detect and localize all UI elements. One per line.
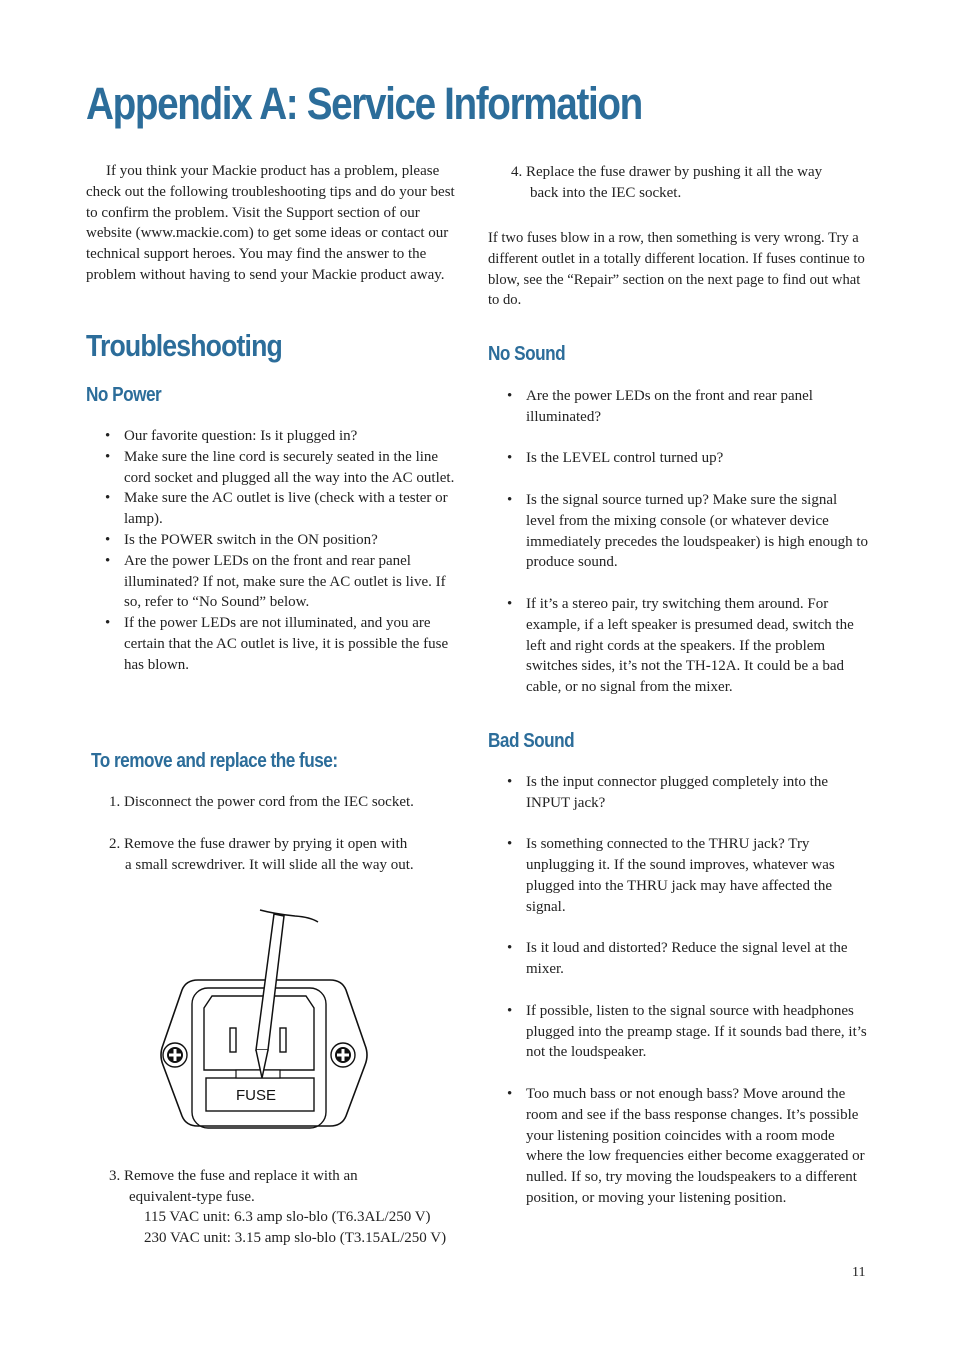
- fuse-step-1: 1. Disconnect the power cord from the IEC socket.: [109, 794, 414, 810]
- list-item: • Are the power LEDs on the front and rear panel illuminated?: [488, 386, 870, 428]
- fuse-step-2-line-2: a small screwdriver. It will slide all the way out.: [125, 857, 414, 873]
- list-item: • If it’s a stereo pair, try switching them around. For example, if a left speaker is presumed dead, switch the left and right cords at the speakers. If the problem switches sides, it’s not the TH-12A. It could be a bad cable, or no signal from the mixer.: [488, 594, 870, 698]
- list-item: • Is the POWER switch in the ON position?: [86, 530, 466, 551]
- no-sound-heading: No Sound: [488, 343, 566, 365]
- page-title: Appendix A: Service Information: [86, 78, 642, 129]
- list-item: • Are the power LEDs on the front and rear panel illuminated? If not, make sure the AC outlet is live. If so, refer to “No Sound” below.: [86, 551, 466, 613]
- page-number: 11: [852, 1265, 866, 1280]
- fuse-spec-230: 230 VAC unit: 3.15 amp slo-blo (T3.15AL/250 V): [144, 1230, 447, 1246]
- bad-sound-heading: Bad Sound: [488, 730, 575, 752]
- fuse-step-2-line-1: 2. Remove the fuse drawer by prying it open with: [109, 836, 408, 852]
- fuse-heading: To remove and replace the fuse:: [91, 750, 338, 772]
- fuse-step-4-line-1: 4. Replace the fuse drawer by pushing it all the way: [511, 164, 823, 180]
- no-sound-list: [488, 386, 870, 719]
- no-power-list: [86, 426, 466, 676]
- list-item: • Make sure the AC outlet is live (check with a tester or lamp).: [86, 488, 466, 530]
- list-item: • Is something connected to the THRU jack? Try unplugging it. If the sound improves, whatever was plugged into the THRU jack may have affected the signal.: [488, 834, 870, 917]
- iec-socket-illustration: [150, 900, 380, 1140]
- list-item: • Is the input connector plugged completely into the INPUT jack?: [488, 772, 870, 814]
- list-item: • Is it loud and distorted? Reduce the signal level at the mixer.: [488, 938, 870, 980]
- screwdriver-icon: [256, 910, 318, 1078]
- list-item: • Our favorite question: Is it plugged in?: [86, 426, 466, 447]
- socket-pin-right: [280, 1028, 286, 1052]
- list-item: • Too much bass or not enough bass? Move around the room and see if the bass response changes. It’s possible your listening position coincides with a room mode where the low frequencies either become exaggerated or nulled. If so, try moving the loudspeakers to a different position, or moving your listening position.: [488, 1084, 870, 1209]
- fuse-step-3-line-1: 3. Remove the fuse and replace it with an: [109, 1168, 358, 1184]
- list-item: • Is the signal source turned up? Make sure the signal level from the mixing console (or whatever device immediately precedes the loudspeaker) is high enough to produce sound.: [488, 490, 870, 573]
- list-item: • Make sure the line cord is securely seated in the line cord socket and plugged all the way into the AC outlet.: [86, 447, 466, 489]
- screw-right-icon: [331, 1043, 355, 1067]
- socket-pin-left: [230, 1028, 236, 1052]
- no-power-heading: No Power: [86, 384, 162, 406]
- bad-sound-list: [488, 772, 870, 1230]
- fuse-step-4-line-2: back into the IEC socket.: [530, 185, 682, 201]
- fuse-drawer-tab: [236, 1070, 280, 1078]
- screw-left-icon: [163, 1043, 187, 1067]
- fuse-label: FUSE: [236, 1087, 277, 1104]
- list-item: • If the power LEDs are not illuminated, and you are certain that the AC outlet is live, it is possible the fuse has blown.: [86, 613, 466, 675]
- troubleshooting-heading: Troubleshooting: [86, 328, 282, 363]
- fuse-step-3-line-2: equivalent-type fuse.: [129, 1189, 255, 1205]
- list-item: • If possible, listen to the signal source with headphones plugged into the preamp stage. If it sounds bad there, it’s not the loudspeaker.: [488, 1001, 870, 1063]
- intro-paragraph: If you think your Mackie product has a problem, please check out the following troubleshooting tips and do your best to confirm the problem. Visit the Support section of our website (www.mackie.com) to get some ideas or contact our technical support heroes. You may find the answer to the problem without having to send your Mackie product away.: [86, 163, 455, 283]
- fuse-spec-115: 115 VAC unit: 6.3 amp slo-blo (T6.3AL/250 V): [144, 1209, 431, 1225]
- list-item: • Is the LEVEL control turned up?: [488, 448, 870, 469]
- fuse-note: If two fuses blow in a row, then something is very wrong. Try a different outlet in a totally different location. If fuses continue to blow, see the “Repair” section on the next page to find out what to do.: [488, 230, 865, 309]
